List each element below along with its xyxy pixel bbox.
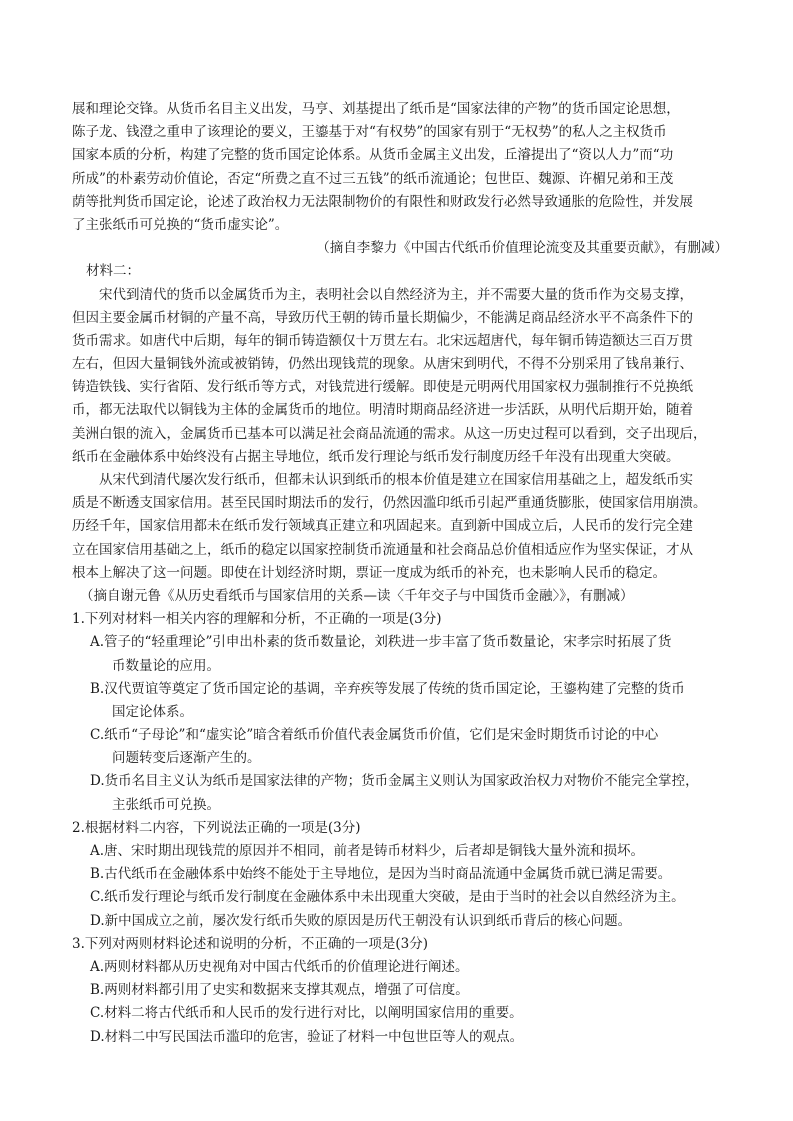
text-line: 货币需求。如唐代中后期，每年的铜币铸造额仅十万贯左右。北宋远超唐代，每年铜币铸造额达三百万贯 [72, 332, 693, 349]
option-d-cont: 主张纸币可兑换。 [112, 796, 220, 813]
question-3 [72, 933, 732, 1049]
text-line: 所成”的朴素劳动价值论，否定“所费之直不过三五钱”的纸币流通论；包世臣、魏源、许楣兄弟和王茂 [72, 170, 674, 187]
material1-tail [72, 98, 732, 237]
option-d[interactable]: D.材料二中写民国法币滥印的危害，验证了材料一中包世臣等人的观点。 [90, 1028, 524, 1045]
text-line: 但因主要金属币材铜的产量不高，导致历代王朝的铸币量长期偏少，不能满足商品经济水平不高条件下的 [72, 309, 693, 326]
option-a[interactable]: A.两则材料都从历史视角对中国古代纸币的价值理论进行阐述。 [90, 958, 469, 975]
text-line: 左右，但因大量铜钱外流或被销铸，仍然出现钱荒的现象。从唐宋到明代，不得不分别采用了钱帛兼行、 [72, 356, 693, 373]
source-citation-1: （摘自李黎力《中国古代纸币价值理论流变及其重要贡献》，有删减） [316, 240, 728, 257]
option-c[interactable]: C.材料二将古代纸币和人民币的发行进行对比，以阐明国家信用的重要。 [90, 1005, 523, 1022]
source-citation-2: （摘自谢元鲁《从历史看纸币与国家信用的关系—读〈千年交子与中国货币金融〉》，有删减） [80, 587, 634, 604]
material2-label: 材料二： [86, 263, 140, 280]
text-line: 纸币在金融体系中始终没有占据主导地位，纸币发行理论与纸币发行制度历经千年没有出现重大突破。 [72, 448, 680, 465]
text-line: 历经千年，国家信用都未在纸币发行领域真正建立和巩固起来。直到新中国成立后，人民币的发行完全建 [72, 518, 693, 535]
question-stem: 3.下列对两则材料论述和说明的分析，不正确的一项是(3分) [72, 935, 429, 952]
option-b[interactable]: B.古代纸币在金融体系中始终不能处于主导地位，是因为当时商品流通中金属货币就已满足需要。 [90, 866, 672, 883]
option-b[interactable]: B.汉代贾谊等奠定了货币国定论的基调，辛弃疾等发展了传统的货币国定论，王鎏构建了完整的货币 [90, 680, 685, 697]
question-1 [72, 608, 732, 817]
option-c-cont: 问题转变后逐渐产生的。 [112, 750, 261, 767]
option-b[interactable]: B.两则材料都引用了史实和数据来支撑其观点，增强了可信度。 [90, 982, 469, 999]
text-line: 宋代到清代的货币以金属货币为主，表明社会以自然经济为主，并不需要大量的货币作为交易支撑， [99, 286, 693, 303]
option-d[interactable]: D.货币名目主义认为纸币是国家法律的产物；货币金属主义则认为国家政治权力对物价不能完全掌控， [90, 773, 699, 790]
option-b-cont: 国定论体系。 [112, 703, 193, 720]
text-line: 陈子龙、钱澄之重申了该理论的要义，王鎏基于对“有权势”的国家有别于“无权势”的私人之主权货币 [72, 124, 667, 141]
option-a[interactable]: A.管子的“轻重理论”引申出朴素的货币数量论，刘秩进一步丰富了货币数量论，宋孝宗时拓展了货 [90, 634, 672, 651]
exam-page [72, 98, 732, 1049]
question-stem: 1.下列对材料一相关内容的理解和分析，不正确的一项是(3分) [72, 611, 442, 628]
text-line: 质是不断透支国家信用。甚至民国时期法币的发行，仍然因滥印纸币引起严重通货膨胀，使国家信用崩溃。 [72, 495, 707, 512]
option-a[interactable]: A.唐、宋时期出现钱荒的原因并不相同，前者是铸币材料少，后者却是铜钱大量外流和损坏。 [90, 843, 645, 859]
material2-paragraph-2 [72, 469, 732, 585]
option-d[interactable]: D.新中国成立之前，屡次发行纸币失败的原因是历代王朝没有认识到纸币背后的核心问题。 [90, 912, 632, 929]
option-c[interactable]: C.纸币发行理论与纸币发行制度在金融体系中未出现重大突破，是由于当时的社会以自然经济为主。 [90, 889, 685, 906]
text-line: 荫等批判货币国定论，论述了政治权力无法限制物价的有限性和财政发行必然导致通胀的危险性，并发展 [72, 193, 693, 210]
text-line: 美洲白银的流入，金属货币已基本可以满足社会商品流通的需求。从这一历史过程可以看到，交子出现后， [72, 425, 707, 442]
text-line: 立在国家信用基础之上，纸币的稳定以国家控制货币流通量和社会商品总价值相适应作为坚实保证，才从 [72, 541, 693, 558]
text-line: 根本上解决了这一问题。即使在计划经济时期，票证一度成为纸币的补充，也未影响人民币的稳定。 [72, 564, 666, 581]
option-c[interactable]: C.纸币“子母论”和“虚实论”暗含着纸币价值代表金属货币价值，它们是宋金时期货币讨论的中心 [90, 727, 659, 744]
question-stem: 2.根据材料二内容，下列说法正确的一项是(3分) [72, 819, 361, 836]
material2-paragraph-1 [72, 284, 732, 470]
text-line: 铸造铁钱、实行省陌、发行纸币等方式，对钱荒进行缓解。即使是元明两代用国家权力强制推行不兑换纸 [72, 379, 693, 396]
question-2 [72, 817, 732, 933]
text-line: 了主张纸币可兑换的“货币虚实论”。 [72, 216, 289, 233]
text-line: 展和理论交锋。从货币名目主义出发，马亨、刘基提出了纸币是“国家法律的产物”的货币国定论思想， [72, 101, 680, 117]
text-line: 从宋代到清代屡次发行纸币，但都未认识到纸币的根本价值是建立在国家信用基础之上，超发纸币实 [99, 472, 693, 488]
text-line: 国家本质的分析，构建了完整的货币国定论体系。从货币金属主义出发，丘濬提出了“资以人力”而“功 [72, 147, 674, 164]
text-line: 币，都无法取代以铜钱为主体的金属货币的地位。明清时期商品经济进一步活跃，从明代后期开始，随着 [72, 402, 693, 419]
option-a-cont: 币数量论的应用。 [112, 657, 220, 674]
